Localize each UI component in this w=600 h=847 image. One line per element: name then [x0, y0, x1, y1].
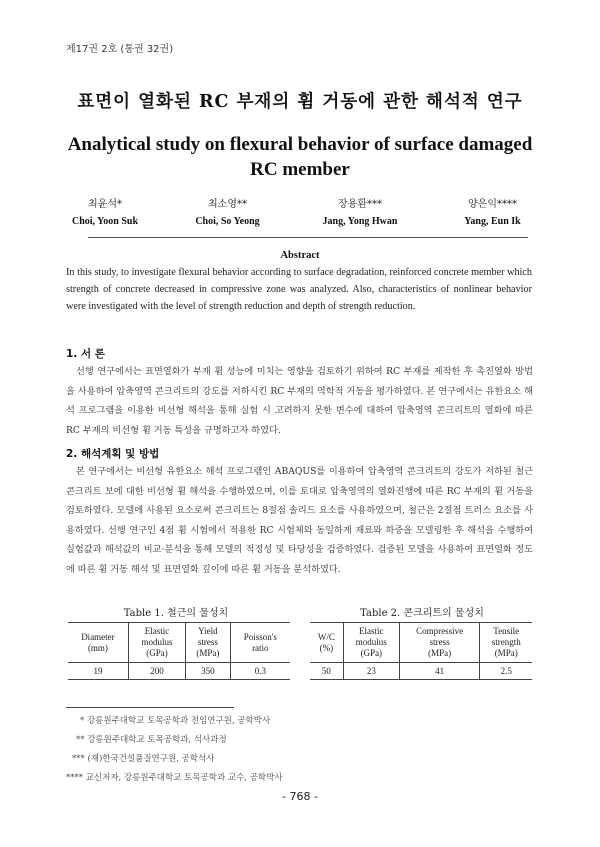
table-2-caption: Table 2. 콘크리트의 물성치: [360, 608, 484, 619]
table-row: [68, 663, 290, 680]
footnote-3: *** (재)한국건설품질연구원, 공학석사: [72, 754, 215, 764]
author-name-korean: 양은익****: [468, 199, 517, 210]
table-header-row: [310, 623, 532, 663]
header-line: stress: [429, 637, 450, 647]
section-1-text: 선행 연구에서는 표면열화가 부재 휨 성능에 미치는 영향을 검토하기 위하여 RC 부재를 제작한 후 촉진열화 방법을 사용하여 압축영역 콘크리트의 강도를 저하시킨 RC 부재의 역학적 거동을 평가하였다. 본 연구에서는 유한요소 해석 프로그램을 이용한 비선형 해석을 통해 실험 시 고려하지 못한 변수에 대하여 압축영역 콘크리트의 열화에 따른 RC 부재의 비선형 휨 거동 특성을 규명하고자 하였다.: [66, 366, 533, 436]
author-2: [180, 195, 275, 227]
author-list: [60, 195, 540, 227]
header-line: ratio: [252, 642, 269, 653]
header-line: stress: [197, 637, 218, 647]
header-line: (GPa): [360, 648, 383, 658]
table-header-cell: [186, 623, 231, 663]
page-number: - 768 -: [282, 790, 318, 803]
footnote-divider: [66, 707, 234, 708]
header-line: (MPa): [494, 648, 518, 658]
header-line: (MPa): [196, 648, 220, 658]
abstract-text: In this study, to investigate flexural behavior according to surface degradation, reinforced concrete member which strength of concrete decreased in compressive zone was analyzed. Also, characteristics of nonlinear behavior were investigated with the level of strength reduction and depth of strength reduction.: [66, 267, 532, 312]
header-line: modulus: [141, 637, 173, 647]
table-header-cell: [310, 623, 343, 663]
table-header-cell: [399, 623, 480, 663]
author-name-english: Jang, Yong Hwan: [322, 216, 398, 227]
title-english-line1: Analytical study on flexural behavior of surface damaged: [67, 134, 533, 155]
table-header-cell: [343, 623, 399, 663]
header-line: W/C: [317, 631, 335, 642]
header-line: Tensile: [493, 626, 520, 636]
footnote-2: ** 강릉원주대학교 토목공학과, 석사과정: [76, 735, 227, 745]
table-1-caption: Table 1. 철근의 물성치: [123, 608, 229, 619]
header-line: Elastic: [359, 626, 384, 636]
table-header-row: [68, 623, 290, 663]
header-line: (%): [319, 642, 334, 653]
footnote-4: **** 교신저자, 강릉원주대학교 토목공학과 교수, 공학박사: [66, 773, 283, 783]
table-row: [310, 663, 532, 680]
section-2-text: 본 연구에서는 비선형 유한요소 해석 프로그램인 ABAQUS를 이용하여 압축영역 콘크리트의 강도가 저하된 철근콘크리트 보에 대한 비선형 휨 해석을 수행하였으며, 이를 토대로 압축영역의 열화진행에 따른 RC 부재의 휨 거동을 검토하였다. 모델에 사용된 요소로써 콘크리트는 8절점 솔리드 요소를 사용하였으며, 철근은 2절점 트러스 요소를 사용하였다. 선행 연구인 4점 휨 시험에서 적용한 RC 시험체와 동일하게 재료와 하중을 모델링한 후 해석을 수행하여 실험값과 해석값의 비교·분석을 통해 모델의 적정성 및 타당성을 검증하였다. 검증된 모델을 사용하여 표면열화 정도에 따른 휨 거동 해석 및 표면열화 깊이에 따른 휨 거동을 분석하였다.: [66, 466, 533, 575]
table-header-cell: [128, 623, 185, 663]
table-1: [68, 622, 290, 680]
table-cell: 0.3: [230, 663, 290, 680]
section-2-heading: 2. 해석계획 및 방법: [66, 448, 160, 460]
table-2: [310, 622, 532, 680]
header-line: Compressive: [416, 626, 464, 636]
header-line: Poisson's: [243, 631, 277, 642]
table-header-cell: [480, 623, 532, 663]
author-1: [60, 195, 150, 227]
author-divider: [88, 237, 528, 238]
table-header-cell: [68, 623, 128, 663]
author-name-english: Yang, Eun Ik: [464, 216, 521, 227]
table-cell: 2.5: [480, 663, 532, 680]
table-cell: 200: [128, 663, 185, 680]
author-name-english: Choi, So Yeong: [195, 216, 260, 227]
header-line: (GPa): [146, 648, 168, 658]
title-english: [60, 132, 540, 182]
table-cell: 23: [343, 663, 399, 680]
header-line: Diameter: [81, 631, 115, 642]
header-line: Elastic: [144, 626, 170, 636]
title-korean: 표면이 열화된 RC 부재의 휨 거동에 관한 해석적 연구: [77, 92, 523, 112]
author-name-english: Choi, Yoon Suk: [71, 216, 139, 227]
table-header-cell: [230, 623, 290, 663]
author-name-korean: 최소영**: [208, 199, 247, 210]
author-3: [305, 195, 415, 227]
section-1-heading: 1. 서 론: [66, 348, 105, 360]
header-line: Yield: [198, 626, 218, 636]
author-4: [445, 195, 540, 227]
table-cell: 50: [310, 663, 343, 680]
author-name-korean: 장용환***: [338, 199, 382, 210]
abstract-heading: Abstract: [280, 250, 320, 261]
author-name-korean: 최윤석*: [88, 199, 122, 210]
table-cell: 41: [399, 663, 480, 680]
table-cell: 350: [186, 663, 231, 680]
header-line: (mm): [87, 642, 108, 653]
title-english-line2: RC member: [250, 159, 350, 180]
header-line: modulus: [355, 637, 387, 647]
header-line: (MPa): [428, 648, 452, 658]
table-cell: 19: [68, 663, 128, 680]
issue-header: 제17권 2호 (통권 32권): [66, 44, 174, 55]
footnote-1: * 강릉원주대학교 토목공학과 전임연구원, 공학박사: [80, 716, 271, 726]
header-line: strength: [491, 637, 521, 647]
